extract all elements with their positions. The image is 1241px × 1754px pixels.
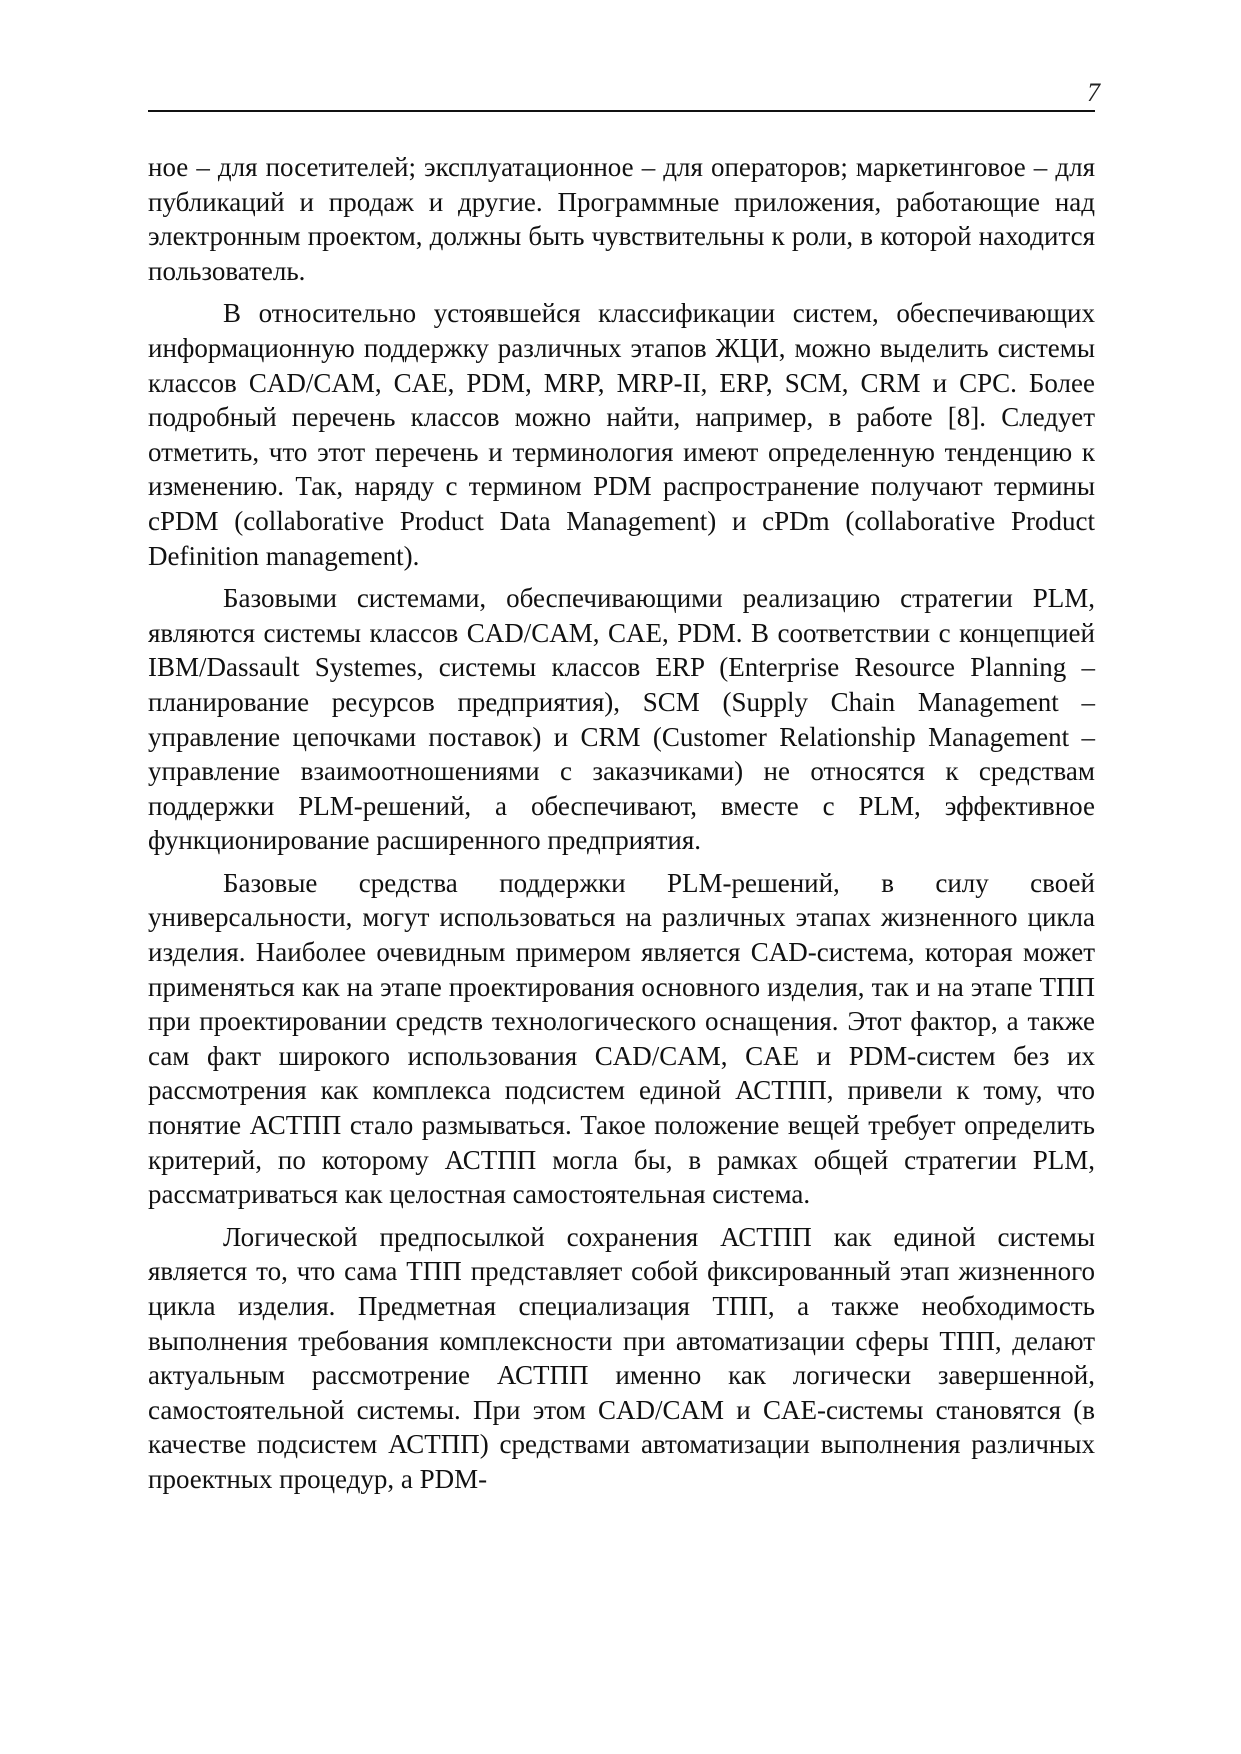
header-rule xyxy=(148,110,1095,112)
paragraph-4: Базовые средства поддержки PLM-решений, в силу своей универсальности, могут использоваться на различных этапах жизненного цикла изделия. Наиболее очевидным примером является CAD-система, которая может применяться как на этапе проектирования основного изделия, так и на этапе ТПП при проектировании средств технологического оснащения. Этот фактор, а также сам факт широкого использования CAD/CAM, CAE и PDM-систем без их рассмотрения как комплекса подсистем единой АСТПП, привели к тому, что понятие АСТПП стало размываться. Такое положение вещей требует определить критерий, по которому АСТПП могла бы, в рамках общей стратегии PLM, рассматриваться как целостная самостоятельная система. xyxy=(148,867,1095,1210)
paragraph-1: ное – для посетителей; эксплуатационное – для операторов; маркетинговое – для публикаций и продаж и другие. Программные приложения, работающие над электронным проектом, должны быть чувствительны к роли, в которой находится пользователь. xyxy=(148,152,1095,286)
paragraph-2: В относительно устоявшейся классификации систем, обеспечивающих информационную поддержку различных этапов ЖЦИ, можно выделить системы классов CAD/CAM, CAE, PDM, MRP, MRP-II, ERP, SCM, CRM и CPC. Более подробный перечень классов можно найти, например, в работе [8]. Следует отметить, что этот перечень и терминология имеют определенную тенденцию к изменению. Так, наряду с термином PDM распространение получают термины cPDM (collaborative Product Data Management) и cPDm (collaborative Product Definition management). xyxy=(148,298,1095,571)
body-text xyxy=(148,150,1095,1505)
paragraph-3: Базовыми системами, обеспечивающими реализацию стратегии PLM, являются системы классов CAD/CAM, CAE, PDM. В соответствии с концепцией IBM/Dassault Systemes, системы классов ERP (Enterprise Resource Planning – планирование ресурсов предприятия), SCM (Supply Chain Management – управление цепочками поставок) и CRM (Customer Relationship Management – управление взаимоотношениями с заказчиками) не относятся к средствам поддержки PLM-решений, а обеспечивают, вместе с PLM, эффективное функционирование расширенного предприятия. xyxy=(148,583,1095,856)
page-number: 7 xyxy=(1087,78,1100,107)
paragraph-5: Логической предпосылкой сохранения АСТПП как единой системы является то, что сама ТПП представляет собой фиксированный этап жизненного цикла изделия. Предметная специализация ТПП, а также необходимость выполнения требования комплексности при автоматизации сферы ТПП, делают актуальным рассмотрение АСТПП именно как логически завершенной, самостоятельной системы. При этом CAD/CAM и CAE-системы становятся (в качестве подсистем АСТПП) средствами автоматизации выполнения различных проектных процедур, а PDM- xyxy=(148,1221,1095,1494)
